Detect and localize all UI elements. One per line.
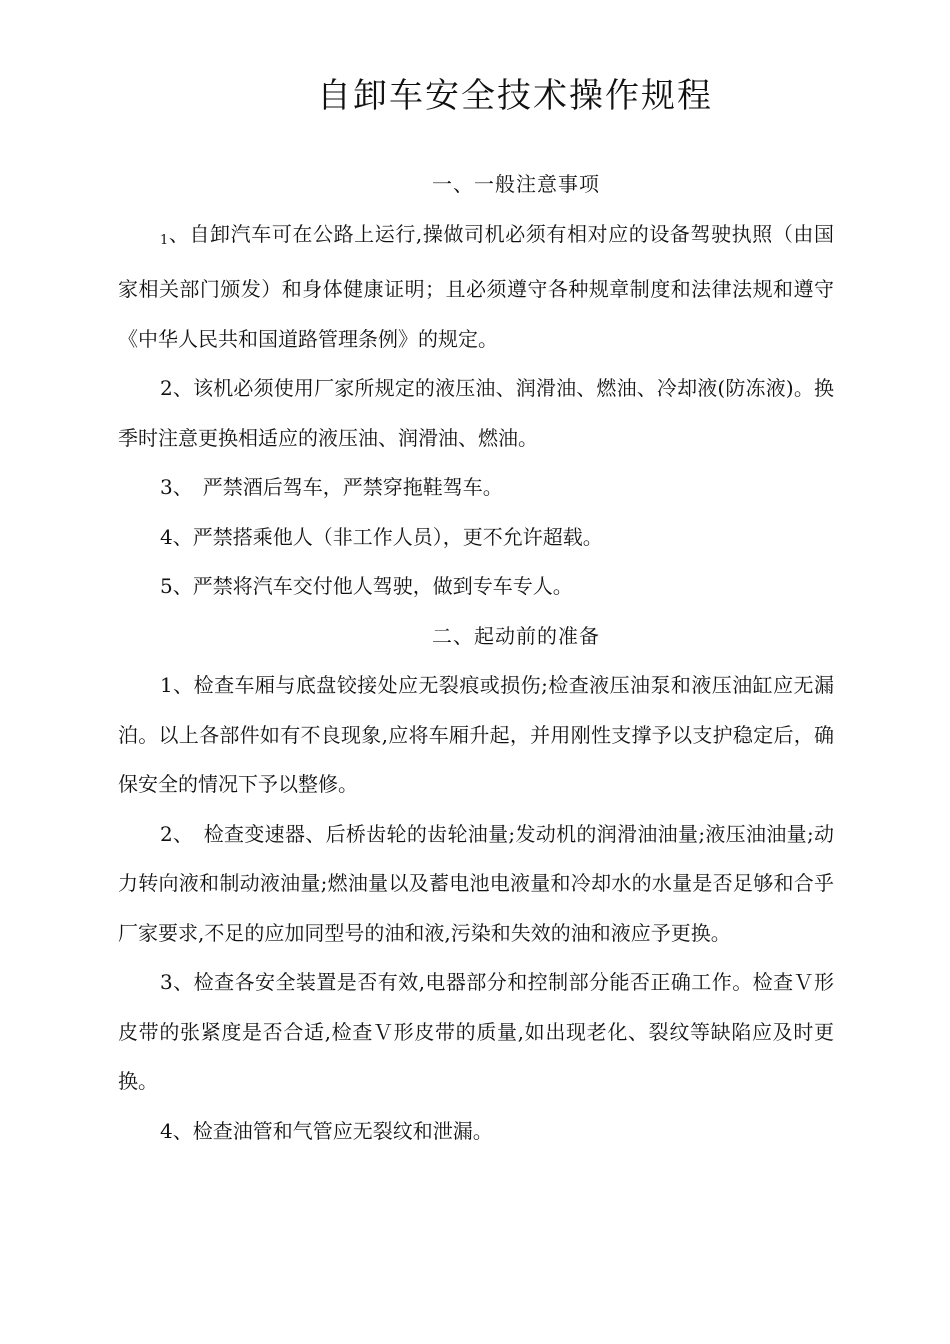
item-text: 检查车厢与底盘铰接处应无裂痕或损伤;检查液压油泵和液压油缸应无漏泊。以上各部件如有不良现象,应将车厢升起，并用刚性支撑予以支护稳定后，确保安全的情况下予以整修。 <box>118 673 834 796</box>
item-text: 严禁搭乘他人（非工作人员），更不允许超载。 <box>192 524 603 549</box>
item-number: 4 <box>160 524 173 549</box>
item-number: 1 <box>160 673 173 697</box>
item-number: 1 <box>160 232 169 248</box>
item-number: 2 <box>160 376 173 400</box>
item-separator: 、 <box>172 970 194 994</box>
paragraph-preparation-1 <box>118 661 834 810</box>
item-separator: 、 <box>172 524 193 549</box>
item-number: 4 <box>160 1118 173 1143</box>
item-separator: 、 <box>172 821 204 846</box>
paragraph-preparation-3 <box>118 958 834 1107</box>
item-separator: 、 <box>172 673 194 697</box>
item-text: 严禁酒后驾车，严禁穿拖鞋驾车。 <box>202 475 503 499</box>
item-text: 该机必须使用厂家所规定的液压油、润滑油、燃油、冷却液(防冻液)。换季时注意更换相适应的液压油、润滑油、燃油。 <box>118 376 835 450</box>
section-heading-general: 一、一般注意事项 <box>432 172 600 196</box>
item-separator: 、 <box>168 221 190 246</box>
section-heading-preparation: 二、起动前的准备 <box>432 623 600 648</box>
paragraph-general-3 <box>118 463 834 513</box>
item-text: 检查油管和气管应无裂纹和泄漏。 <box>192 1118 493 1143</box>
item-separator: 、 <box>172 574 193 598</box>
paragraph-general-2 <box>118 364 834 463</box>
item-number: 3 <box>160 970 173 994</box>
paragraph-general-5 <box>118 562 834 612</box>
item-text: 检查变速器、后桥齿轮的齿轮油量;发动机的润滑油油量;液压油油量;动力转向液和制动液油量;燃油量以及蓄电池电液量和冷却水的水量是否足够和合乎厂家要求,不足的应加同型号的油和液,污染和失效的油和液应予更换。 <box>118 821 835 945</box>
item-number: 3 <box>160 475 173 499</box>
paragraph-preparation-4 <box>118 1107 834 1157</box>
item-text: 自卸汽车可在公路上运行,操做司机必须有相对应的设备驾驶执照（由国家相关部门颁发）和身体健康证明；且必须遵守各种规章制度和法律法规和遵守《中华人民共和国道路管理条例》的规定。 <box>118 221 835 351</box>
item-text: 检查各安全装置是否有效,电器部分和控制部分能否正确工作。检查Ｖ形皮带的张紧度是否合适,检查Ｖ形皮带的质量,如出现老化、裂纹等缺陷应及时更换。 <box>118 970 835 1093</box>
document-body <box>118 160 834 1156</box>
item-separator: 、 <box>172 376 194 400</box>
item-separator: 、 <box>172 1118 193 1143</box>
item-text: 严禁将汽车交付他人驾驶，做到专车专人。 <box>192 574 573 598</box>
item-number: 2 <box>160 821 173 846</box>
item-separator: 、 <box>172 475 203 499</box>
paragraph-preparation-2 <box>118 810 834 959</box>
document-title: 自卸车安全技术操作规程 <box>317 76 713 116</box>
paragraph-general-1 <box>118 210 834 365</box>
item-number: 5 <box>160 574 173 598</box>
paragraph-general-4 <box>118 513 834 563</box>
